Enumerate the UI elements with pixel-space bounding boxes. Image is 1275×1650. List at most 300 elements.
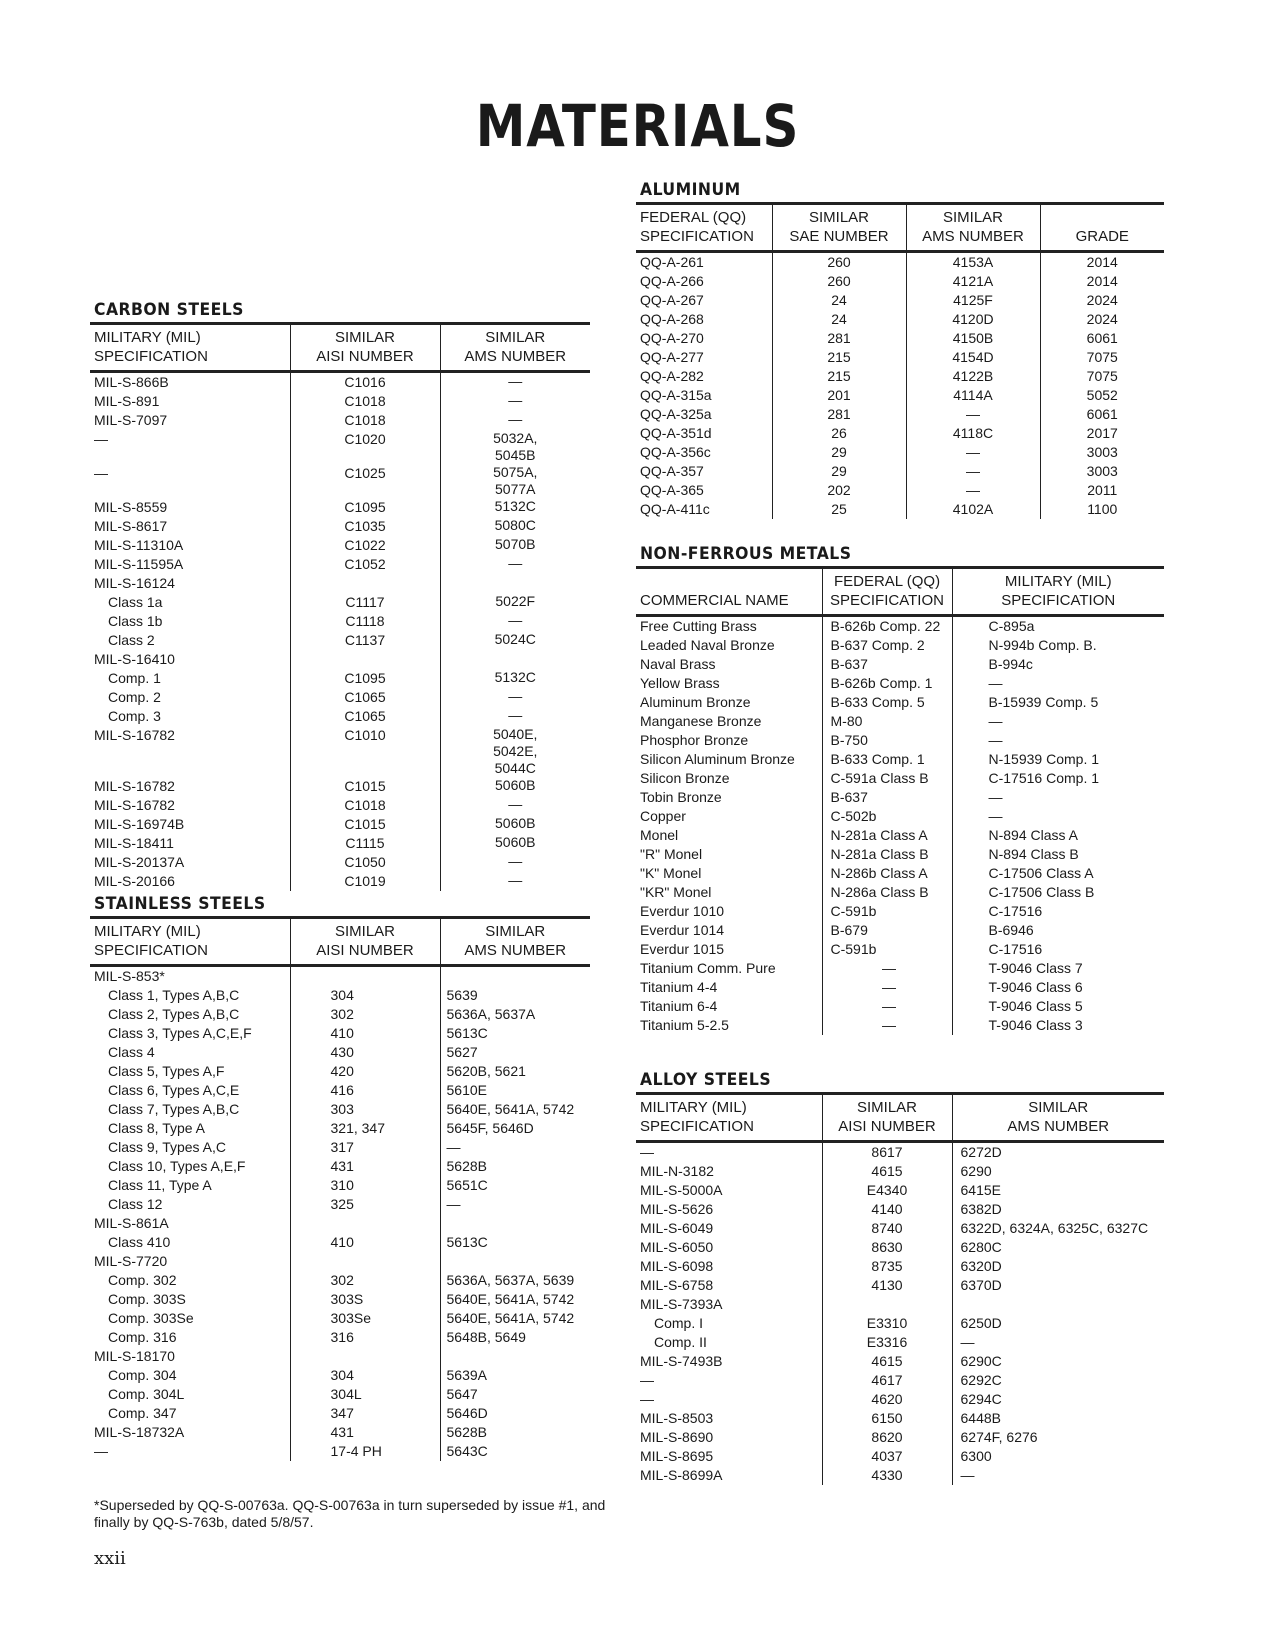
stainless-cell-spec: Comp. 302 (108, 1272, 177, 1288)
aluminum-cell-sae: 202 (772, 481, 906, 500)
stainless-cell-spec: Class 8, Type A (108, 1120, 206, 1136)
alloy-cell-ams: 6272D (952, 1142, 1164, 1163)
table-row (636, 329, 1164, 348)
table-row (636, 712, 1164, 731)
alloy-steels-title: ALLOY STEELS (640, 1070, 772, 1090)
stainless-cell-ams (440, 966, 590, 987)
nonferrous-cell-mil: T-9046 Class 7 (952, 959, 1164, 978)
carbon-cell-spec: Comp. 3 (108, 708, 161, 724)
table-row (90, 853, 590, 872)
table-row (90, 536, 590, 555)
table-row (90, 1081, 590, 1100)
stainless-cell-spec: Class 1, Types A,B,C (108, 987, 240, 1003)
stainless-cell-spec: Comp. 304 (108, 1367, 177, 1383)
nonferrous-cell-name: Phosphor Bronze (640, 732, 749, 748)
carbon-cell-spec: Comp. 2 (108, 689, 161, 705)
carbon-header-spec: MILITARY (MIL) SPECIFICATION (90, 324, 290, 372)
stainless-cell-ams: 5636A, 5637A (440, 1005, 590, 1024)
carbon-cell-aisi: C1052 (290, 555, 440, 574)
nonferrous-cell-fed: B-679 (822, 921, 952, 940)
carbon-steels-title: CARBON STEELS (94, 300, 244, 320)
table-row (90, 872, 590, 891)
alloy-cell-spec: MIL-S-8503 (640, 1410, 714, 1426)
table-row (90, 986, 590, 1005)
carbon-cell-ams: 5060B (440, 777, 590, 796)
carbon-cell-spec: MIL-S-891 (94, 393, 160, 409)
nonferrous-cell-fed: B-626b Comp. 1 (822, 674, 952, 693)
table-row (90, 392, 590, 411)
nonferrous-header-mil: MILITARY (MIL) SPECIFICATION (952, 568, 1164, 616)
table-row (636, 959, 1164, 978)
carbon-cell-ams: — (440, 555, 590, 574)
table-row (636, 1276, 1164, 1295)
stainless-cell-aisi: 317 (290, 1138, 440, 1157)
carbon-cell-ams (440, 574, 590, 593)
stainless-cell-spec: Class 4 (108, 1044, 155, 1060)
alloy-cell-aisi: 4615 (822, 1352, 952, 1371)
carbon-cell-spec: Class 2 (108, 632, 155, 648)
carbon-cell-aisi: C1050 (290, 853, 440, 872)
aluminum-cell-ams: — (906, 443, 1040, 462)
table-row (636, 1142, 1164, 1163)
table-row (636, 348, 1164, 367)
alloy-cell-aisi: 8620 (822, 1428, 952, 1447)
stainless-cell-aisi: 304 (290, 986, 440, 1005)
aluminum-cell-sae: 201 (772, 386, 906, 405)
table-row (90, 1442, 590, 1461)
alloy-cell-aisi: E4340 (822, 1181, 952, 1200)
alloy-header-aisi: SIMILAR AISI NUMBER (822, 1094, 952, 1142)
alloy-cell-ams: 6300 (952, 1447, 1164, 1466)
table-row (90, 1271, 590, 1290)
table-row (636, 1371, 1164, 1390)
table-row (90, 1328, 590, 1347)
alloy-cell-aisi: 8630 (822, 1238, 952, 1257)
alloy-steels-rows (636, 1142, 1164, 1486)
table-row (90, 796, 590, 815)
table-row (636, 1390, 1164, 1409)
stainless-cell-spec: MIL-S-18170 (94, 1348, 175, 1364)
table-row (90, 1119, 590, 1138)
alloy-cell-spec: MIL-S-8699A (640, 1467, 723, 1483)
table-row (90, 966, 590, 987)
nonferrous-table (636, 566, 1164, 1035)
alloy-cell-ams: 6322D, 6324A, 6325C, 6327C (952, 1219, 1164, 1238)
table-row (636, 1447, 1164, 1466)
alloy-cell-spec: MIL-S-6758 (640, 1277, 714, 1293)
stainless-header-spec: MILITARY (MIL) SPECIFICATION (90, 918, 290, 966)
nonferrous-cell-fed: — (822, 978, 952, 997)
stainless-cell-ams: 5639A (440, 1366, 590, 1385)
nonferrous-cell-mil: N-15939 Comp. 1 (952, 750, 1164, 769)
alloy-cell-ams: 6448B (952, 1409, 1164, 1428)
stainless-cell-ams: 5613C (440, 1024, 590, 1043)
carbon-cell-spec: MIL-S-16124 (94, 575, 175, 591)
stainless-cell-ams: 5620B, 5621 (440, 1062, 590, 1081)
carbon-cell-aisi: C1115 (290, 834, 440, 853)
aluminum-cell-ams: 4125F (906, 291, 1040, 310)
alloy-header-spec: MILITARY (MIL) SPECIFICATION (636, 1094, 822, 1142)
carbon-cell-ams: 5060B (440, 834, 590, 853)
carbon-cell-ams: — (440, 372, 590, 393)
carbon-cell-aisi: C1019 (290, 872, 440, 891)
table-row (636, 1295, 1164, 1314)
stainless-cell-aisi: 303S (290, 1290, 440, 1309)
carbon-cell-ams: — (440, 612, 590, 631)
alloy-cell-aisi: 8617 (822, 1142, 952, 1163)
carbon-cell-aisi: C1065 (290, 707, 440, 726)
carbon-cell-ams: — (440, 411, 590, 430)
nonferrous-cell-fed: B-750 (822, 731, 952, 750)
aluminum-cell-sae: 215 (772, 367, 906, 386)
table-row (90, 834, 590, 853)
alloy-cell-ams: — (952, 1466, 1164, 1485)
nonferrous-cell-mil: N-894 Class A (952, 826, 1164, 845)
table-row (636, 655, 1164, 674)
carbon-cell-aisi (290, 650, 440, 669)
carbon-cell-spec: MIL-S-20137A (94, 854, 185, 870)
aluminum-title: ALUMINUM (640, 180, 741, 200)
carbon-cell-aisi: C1035 (290, 517, 440, 536)
nonferrous-cell-name: Titanium Comm. Pure (640, 960, 776, 976)
carbon-header-aisi: SIMILAR AISI NUMBER (290, 324, 440, 372)
aluminum-cell-sae: 215 (772, 348, 906, 367)
stainless-cell-spec: Class 12 (108, 1196, 163, 1212)
aluminum-cell-spec: QQ-A-266 (640, 273, 704, 289)
stainless-cell-spec: Comp. 303Se (108, 1310, 194, 1326)
stainless-cell-spec: Class 9, Types A,C (108, 1139, 227, 1155)
alloy-cell-ams: 6382D (952, 1200, 1164, 1219)
table-row (90, 631, 590, 650)
stainless-cell-spec: Class 6, Types A,C,E (108, 1082, 240, 1098)
nonferrous-cell-mil: — (952, 712, 1164, 731)
carbon-cell-ams: 5132C (440, 669, 590, 688)
table-row (90, 1157, 590, 1176)
table-row (90, 669, 590, 688)
stainless-cell-ams: 5613C (440, 1233, 590, 1252)
nonferrous-cell-name: Titanium 6-4 (640, 998, 718, 1014)
alloy-cell-ams: 6320D (952, 1257, 1164, 1276)
alloy-cell-spec: MIL-S-8690 (640, 1429, 714, 1445)
nonferrous-cell-name: Aluminum Bronze (640, 694, 751, 710)
stainless-cell-ams: 5628B (440, 1423, 590, 1442)
nonferrous-cell-name: Copper (640, 808, 686, 824)
nonferrous-cell-fed: C-591a Class B (822, 769, 952, 788)
table-row (636, 902, 1164, 921)
aluminum-cell-ams: 4121A (906, 272, 1040, 291)
table-row (636, 1466, 1164, 1485)
table-row (636, 405, 1164, 424)
table-row (636, 1162, 1164, 1181)
aluminum-cell-sae: 24 (772, 310, 906, 329)
alloy-cell-ams: 6294C (952, 1390, 1164, 1409)
nonferrous-cell-mil: C-17506 Class A (952, 864, 1164, 883)
alloy-cell-spec: Comp. I (654, 1315, 704, 1331)
table-row (90, 555, 590, 574)
table-row (636, 731, 1164, 750)
nonferrous-cell-mil: C-17516 Comp. 1 (952, 769, 1164, 788)
stainless-cell-ams (440, 1252, 590, 1271)
nonferrous-cell-name: "R" Monel (640, 846, 703, 862)
table-row (90, 650, 590, 669)
table-row (90, 1252, 590, 1271)
carbon-cell-spec: Class 1b (108, 613, 163, 629)
table-row (636, 845, 1164, 864)
carbon-cell-spec: — (94, 431, 108, 447)
table-row (636, 883, 1164, 902)
aluminum-cell-sae: 24 (772, 291, 906, 310)
carbon-cell-spec: MIL-S-11310A (94, 537, 184, 553)
alloy-cell-spec: MIL-S-7493B (640, 1353, 723, 1369)
carbon-cell-aisi: C1095 (290, 498, 440, 517)
aluminum-cell-spec: QQ-A-282 (640, 368, 704, 384)
nonferrous-cell-fed: B-633 Comp. 1 (822, 750, 952, 769)
nonferrous-cell-name: Free Cutting Brass (640, 618, 757, 634)
nonferrous-cell-name: Manganese Bronze (640, 713, 762, 729)
carbon-cell-aisi: C1018 (290, 796, 440, 815)
table-row (636, 1333, 1164, 1352)
stainless-cell-spec: Comp. 316 (108, 1329, 177, 1345)
nonferrous-cell-mil: B-6946 (952, 921, 1164, 940)
stainless-cell-spec: Comp. 303S (108, 1291, 186, 1307)
nonferrous-cell-fed: — (822, 959, 952, 978)
carbon-header-ams: SIMILAR AMS NUMBER (440, 324, 590, 372)
alloy-cell-aisi: 4617 (822, 1371, 952, 1390)
table-row (636, 272, 1164, 291)
stainless-cell-aisi: 303Se (290, 1309, 440, 1328)
table-row (90, 372, 590, 393)
carbon-cell-spec: MIL-S-16782 (94, 778, 175, 794)
carbon-cell-aisi: C1015 (290, 777, 440, 796)
aluminum-cell-spec: QQ-A-325a (640, 406, 712, 422)
carbon-cell-aisi: C1118 (290, 612, 440, 631)
alloy-cell-spec: MIL-S-8695 (640, 1448, 714, 1464)
nonferrous-cell-name: "K" Monel (640, 865, 702, 881)
table-row (636, 616, 1164, 637)
aluminum-cell-ams: 4114A (906, 386, 1040, 405)
table-row (90, 1195, 590, 1214)
table-row (636, 693, 1164, 712)
alloy-cell-ams: 6290C (952, 1352, 1164, 1371)
table-row (90, 498, 590, 517)
table-row (636, 1016, 1164, 1035)
aluminum-cell-spec: QQ-A-267 (640, 292, 704, 308)
table-row (636, 443, 1164, 462)
alloy-cell-spec: MIL-S-5626 (640, 1201, 714, 1217)
nonferrous-cell-name: Everdur 1015 (640, 941, 725, 957)
stainless-cell-ams: — (440, 1195, 590, 1214)
table-row (90, 612, 590, 631)
nonferrous-title: NON-FERROUS METALS (640, 544, 852, 564)
nonferrous-cell-fed: C-591b (822, 940, 952, 959)
aluminum-cell-spec: QQ-A-411c (640, 501, 710, 517)
alloy-cell-ams: — (952, 1333, 1164, 1352)
stainless-cell-ams: 5640E, 5641A, 5742 (440, 1309, 590, 1328)
aluminum-cell-sae: 260 (772, 272, 906, 291)
aluminum-table (636, 202, 1164, 519)
table-row (636, 367, 1164, 386)
table-row (90, 1005, 590, 1024)
aluminum-cell-grade: 2024 (1040, 291, 1164, 310)
table-row (90, 1347, 590, 1366)
nonferrous-cell-name: Everdur 1010 (640, 903, 725, 919)
alloy-cell-aisi: 6150 (822, 1409, 952, 1428)
carbon-cell-spec: MIL-S-16410 (94, 651, 175, 667)
carbon-cell-aisi (290, 574, 440, 593)
stainless-cell-aisi: 410 (290, 1233, 440, 1252)
alloy-cell-aisi: 4620 (822, 1390, 952, 1409)
stainless-cell-ams: 5645F, 5646D (440, 1119, 590, 1138)
aluminum-cell-ams: 4118C (906, 424, 1040, 443)
carbon-cell-aisi: C1020 (290, 430, 440, 464)
table-row (90, 430, 590, 464)
table-row (636, 1238, 1164, 1257)
nonferrous-cell-fed: N-286b Class A (822, 864, 952, 883)
carbon-cell-ams (440, 650, 590, 669)
carbon-cell-spec: MIL-S-11595A (94, 556, 184, 572)
carbon-cell-ams: 5060B (440, 815, 590, 834)
table-row (90, 707, 590, 726)
table-row (636, 310, 1164, 329)
aluminum-cell-grade: 5052 (1040, 386, 1164, 405)
aluminum-cell-grade: 2014 (1040, 252, 1164, 273)
table-row (90, 1290, 590, 1309)
stainless-cell-ams: 5636A, 5637A, 5639 (440, 1271, 590, 1290)
table-row (636, 1428, 1164, 1447)
nonferrous-cell-mil: N-894 Class B (952, 845, 1164, 864)
nonferrous-cell-mil: B-15939 Comp. 5 (952, 693, 1164, 712)
stainless-cell-aisi: 302 (290, 1005, 440, 1024)
table-row (90, 1043, 590, 1062)
alloy-cell-aisi: 4140 (822, 1200, 952, 1219)
nonferrous-cell-name: Titanium 5-2.5 (640, 1017, 729, 1033)
stainless-cell-aisi (290, 1214, 440, 1233)
table-row (90, 815, 590, 834)
table-row (90, 1214, 590, 1233)
nonferrous-cell-mil: T-9046 Class 5 (952, 997, 1164, 1016)
aluminum-cell-sae: 260 (772, 252, 906, 273)
aluminum-cell-spec: QQ-A-351d (640, 425, 712, 441)
alloy-cell-aisi: 8740 (822, 1219, 952, 1238)
table-row (636, 424, 1164, 443)
table-row (90, 1404, 590, 1423)
aluminum-cell-sae: 281 (772, 329, 906, 348)
alloy-cell-spec: — (640, 1372, 654, 1388)
stainless-cell-aisi: 431 (290, 1423, 440, 1442)
carbon-cell-ams: — (440, 853, 590, 872)
carbon-cell-aisi: C1015 (290, 815, 440, 834)
carbon-cell-spec: MIL-S-8617 (94, 518, 168, 534)
table-row (636, 1314, 1164, 1333)
nonferrous-cell-mil: — (952, 807, 1164, 826)
stainless-cell-spec: MIL-S-853* (94, 968, 165, 984)
nonferrous-cell-name: Naval Brass (640, 656, 716, 672)
alloy-steels-table (636, 1092, 1164, 1485)
alloy-cell-spec: — (640, 1391, 654, 1407)
table-row (636, 291, 1164, 310)
carbon-cell-ams: 5040E, 5042E, 5044C (440, 726, 590, 777)
stainless-cell-spec: Class 7, Types A,B,C (108, 1101, 240, 1117)
aluminum-cell-grade: 7075 (1040, 367, 1164, 386)
table-row (636, 500, 1164, 519)
stainless-cell-spec: Class 5, Types A,F (108, 1063, 225, 1079)
table-row (636, 1352, 1164, 1371)
nonferrous-cell-fed: N-281a Class B (822, 845, 952, 864)
alloy-cell-spec: MIL-S-7393A (640, 1296, 723, 1312)
alloy-cell-aisi: 4330 (822, 1466, 952, 1485)
table-row (636, 788, 1164, 807)
aluminum-cell-ams: — (906, 462, 1040, 481)
stainless-cell-spec: MIL-S-861A (94, 1215, 169, 1231)
table-row (636, 1200, 1164, 1219)
stainless-cell-aisi: 302 (290, 1271, 440, 1290)
aluminum-cell-spec: QQ-A-315a (640, 387, 712, 403)
alloy-cell-ams: 6290 (952, 1162, 1164, 1181)
carbon-cell-spec: — (94, 465, 108, 481)
nonferrous-cell-name: Leaded Naval Bronze (640, 637, 775, 653)
table-row (90, 1024, 590, 1043)
stainless-cell-ams: 5643C (440, 1442, 590, 1461)
table-row (636, 481, 1164, 500)
stainless-cell-ams (440, 1214, 590, 1233)
stainless-cell-spec: Comp. 304L (108, 1386, 185, 1402)
stainless-cell-aisi: 347 (290, 1404, 440, 1423)
stainless-cell-spec: Class 410 (108, 1234, 171, 1250)
alloy-cell-spec: MIL-S-6049 (640, 1220, 714, 1236)
page-title: MATERIALS (475, 92, 800, 160)
stainless-cell-aisi: 310 (290, 1176, 440, 1195)
table-row (90, 1385, 590, 1404)
table-row (90, 411, 590, 430)
stainless-cell-aisi: 316 (290, 1328, 440, 1347)
nonferrous-cell-name: Monel (640, 827, 679, 843)
aluminum-cell-spec: QQ-A-277 (640, 349, 704, 365)
stainless-cell-spec: MIL-S-7720 (94, 1253, 168, 1269)
aluminum-cell-ams: 4153A (906, 252, 1040, 273)
alloy-cell-ams: 6292C (952, 1371, 1164, 1390)
stainless-header-ams: SIMILAR AMS NUMBER (440, 918, 590, 966)
stainless-cell-aisi: 304 (290, 1366, 440, 1385)
nonferrous-cell-mil: C-17506 Class B (952, 883, 1164, 902)
stainless-cell-aisi (290, 966, 440, 987)
stainless-cell-ams: 5628B (440, 1157, 590, 1176)
carbon-cell-spec: MIL-S-20166 (94, 873, 175, 889)
nonferrous-cell-mil: — (952, 674, 1164, 693)
aluminum-rows (636, 252, 1164, 520)
table-row (90, 1366, 590, 1385)
stainless-cell-spec: Class 11, Type A (108, 1177, 212, 1193)
alloy-cell-aisi: E3316 (822, 1333, 952, 1352)
table-row (90, 1233, 590, 1252)
nonferrous-cell-mil: T-9046 Class 6 (952, 978, 1164, 997)
aluminum-cell-spec: QQ-A-365 (640, 482, 704, 498)
table-row (90, 726, 590, 777)
alloy-cell-ams: 6415E (952, 1181, 1164, 1200)
nonferrous-cell-fed: — (822, 1016, 952, 1035)
aluminum-cell-spec: QQ-A-261 (640, 254, 704, 270)
stainless-cell-aisi: 17-4 PH (290, 1442, 440, 1461)
carbon-cell-spec: MIL-S-16782 (94, 727, 175, 743)
table-row (636, 921, 1164, 940)
table-row (636, 769, 1164, 788)
nonferrous-header-fed: FEDERAL (QQ) SPECIFICATION (822, 568, 952, 616)
nonferrous-cell-name: Silicon Bronze (640, 770, 730, 786)
stainless-cell-ams: 5646D (440, 1404, 590, 1423)
nonferrous-cell-name: Everdur 1014 (640, 922, 725, 938)
alloy-cell-ams: 6250D (952, 1314, 1164, 1333)
carbon-cell-aisi: C1117 (290, 593, 440, 612)
aluminum-cell-sae: 29 (772, 443, 906, 462)
